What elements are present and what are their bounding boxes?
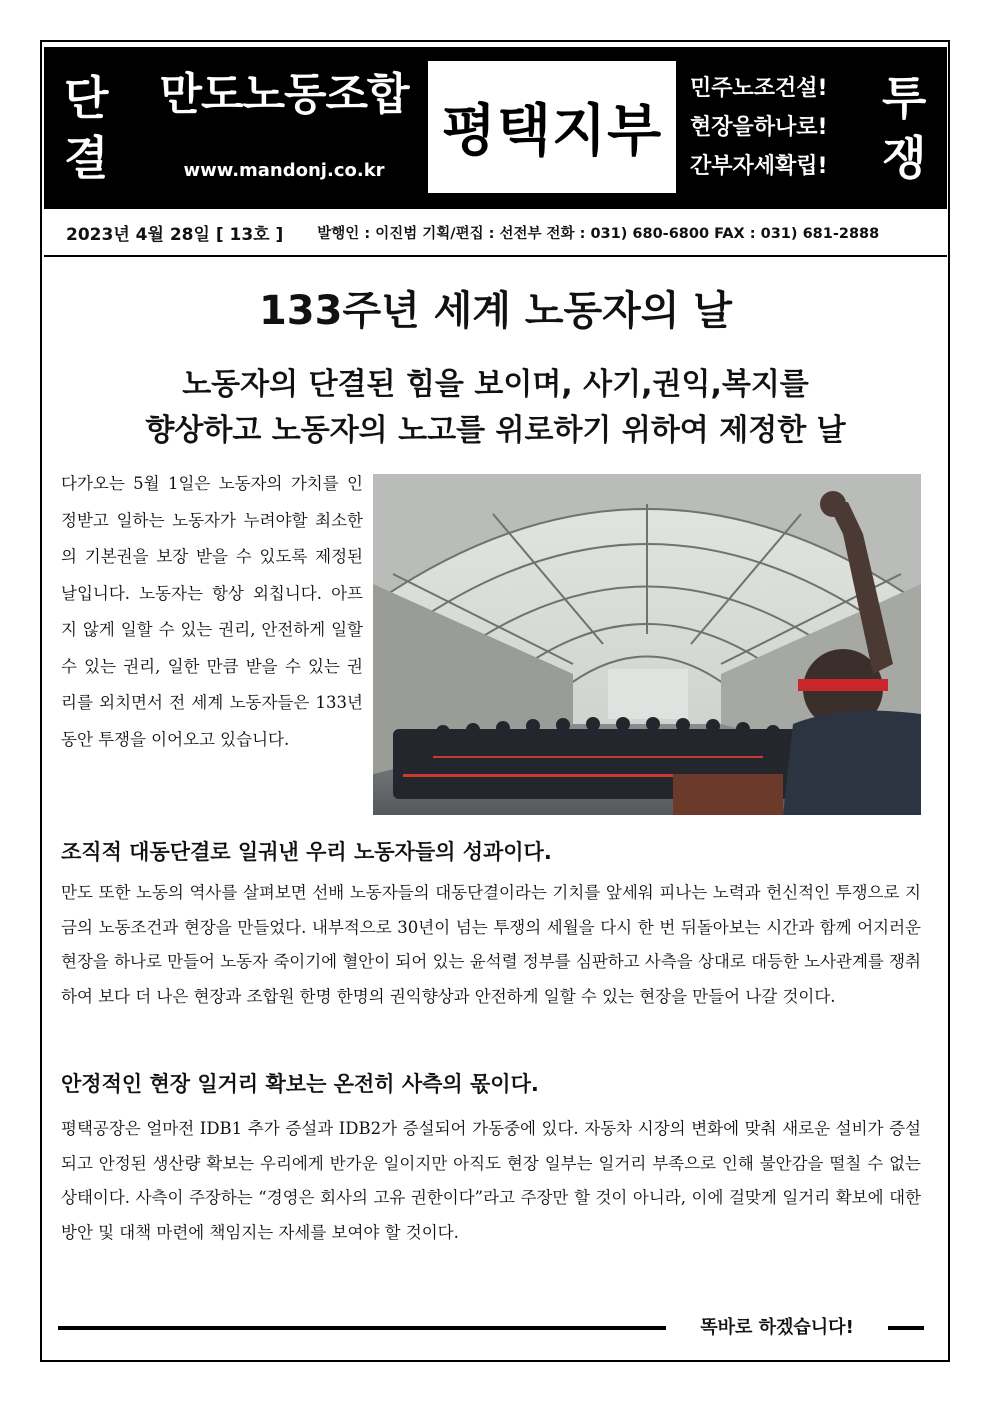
issue-info-bar bbox=[44, 209, 947, 257]
masthead-char-left-bottom: 결 bbox=[64, 131, 109, 185]
rally-photo bbox=[373, 474, 921, 815]
subhead-line-2: 향상하고 노동자의 노고를 위로하기 위하여 제정한 날 bbox=[145, 413, 846, 448]
section-1-body: 만도 또한 노동의 역사를 살펴보면 선배 노동자들의 대동단결이라는 기치를 앞세워 피나는 노력과 헌신적인 투쟁으로 지금의 노동조건과 현장을 만들었다. 내부적으로 30년이 넘는 투쟁의 세월을 다시 한 번 뒤돌아보는 시간과 함께 어지러운 현장을 하나로 만들어 노동자 죽이기에 혈안이 되어 있는 윤석렬 정부를 심판하고 사측을 상대로 대등한 노사관계를 쟁취하여 보다 더 나은 현장과 조합원 한명 한명의 권익향상과 안전하게 일할 수 있는 현장을 만들어 나갈 것이다. bbox=[61, 883, 921, 1006]
masthead-char-right-top: 투 bbox=[882, 71, 927, 125]
slogan-1: 민주노조건설! bbox=[690, 76, 828, 101]
branch-box bbox=[428, 61, 676, 193]
slogan-3: 간부자세확립! bbox=[690, 154, 828, 179]
subhead-line-1: 노동자의 단결된 힘을 보이며, 사기,권익,복지를 bbox=[182, 367, 809, 402]
footer-rule-right bbox=[888, 1326, 924, 1330]
branch-name: 평택지부 bbox=[441, 99, 663, 164]
publisher-info: 발행인 : 이진범 기획/편집 : 선전부 전화 : 031) 680-6800 FAX : 031) 681-2888 bbox=[317, 225, 880, 242]
issue-date: 2023년 4월 28일 [ 13호 ] bbox=[66, 224, 284, 245]
slogan-2: 현장을하나로! bbox=[690, 115, 828, 140]
section-2-body: 평택공장은 얼마전 IDB1 추가 증설과 IDB2가 증설되어 가동중에 있다. 자동차 시장의 변화에 맞춰 새로운 설비가 증설되고 안정된 생산량 확보는 우리에게 반가운 일이지만 아직도 현장 일부는 일거리 부족으로 인해 불안감을 떨칠 수 없는 상태이다. 사측이 주장하는 “경영은 회사의 고유 권한이다”라고 주장만 할 것이 아니라, 이에 걸맞게 일거리 확보에 대한 방안 및 대책 마련에 책임지는 자세를 보여야 할 것이다. bbox=[61, 1119, 921, 1242]
slogan-list bbox=[690, 69, 860, 186]
intro-paragraph: 다가오는 5월 1일은 노동자의 가치를 인정받고 일하는 노동자가 누려야할 최소한의 기본권을 보장 받을 수 있도록 제정된 날입니다. 노동자는 항상 외칩니다. 아프지 않게 일할 수 있는 권리, 안전하게 일할 수 있는 권리, 일한 만큼 받을 수 있는 권리를 외치면서 전 세계 노동자들은 133년 동안 투쟁을 이어오고 있습니다. bbox=[61, 474, 363, 749]
masthead bbox=[44, 47, 947, 209]
section-1-title: 조직적 대동단결로 일궈낸 우리 노동자들의 성과이다. bbox=[61, 840, 552, 864]
footer-rule-left bbox=[58, 1326, 666, 1330]
masthead-char-left-top: 단 bbox=[64, 71, 109, 125]
footer-slogan: 똑바로 하겠습니다! bbox=[700, 1317, 854, 1338]
section-2-title: 안정적인 현장 일거리 확보는 온전히 사측의 몫이다. bbox=[61, 1072, 539, 1096]
masthead-char-right-bottom: 쟁 bbox=[882, 131, 927, 185]
union-name: 만도노동조합 bbox=[159, 69, 409, 120]
website-url: www.mandonj.co.kr bbox=[183, 160, 385, 181]
headline: 133주년 세계 노동자의 날 bbox=[258, 288, 733, 334]
